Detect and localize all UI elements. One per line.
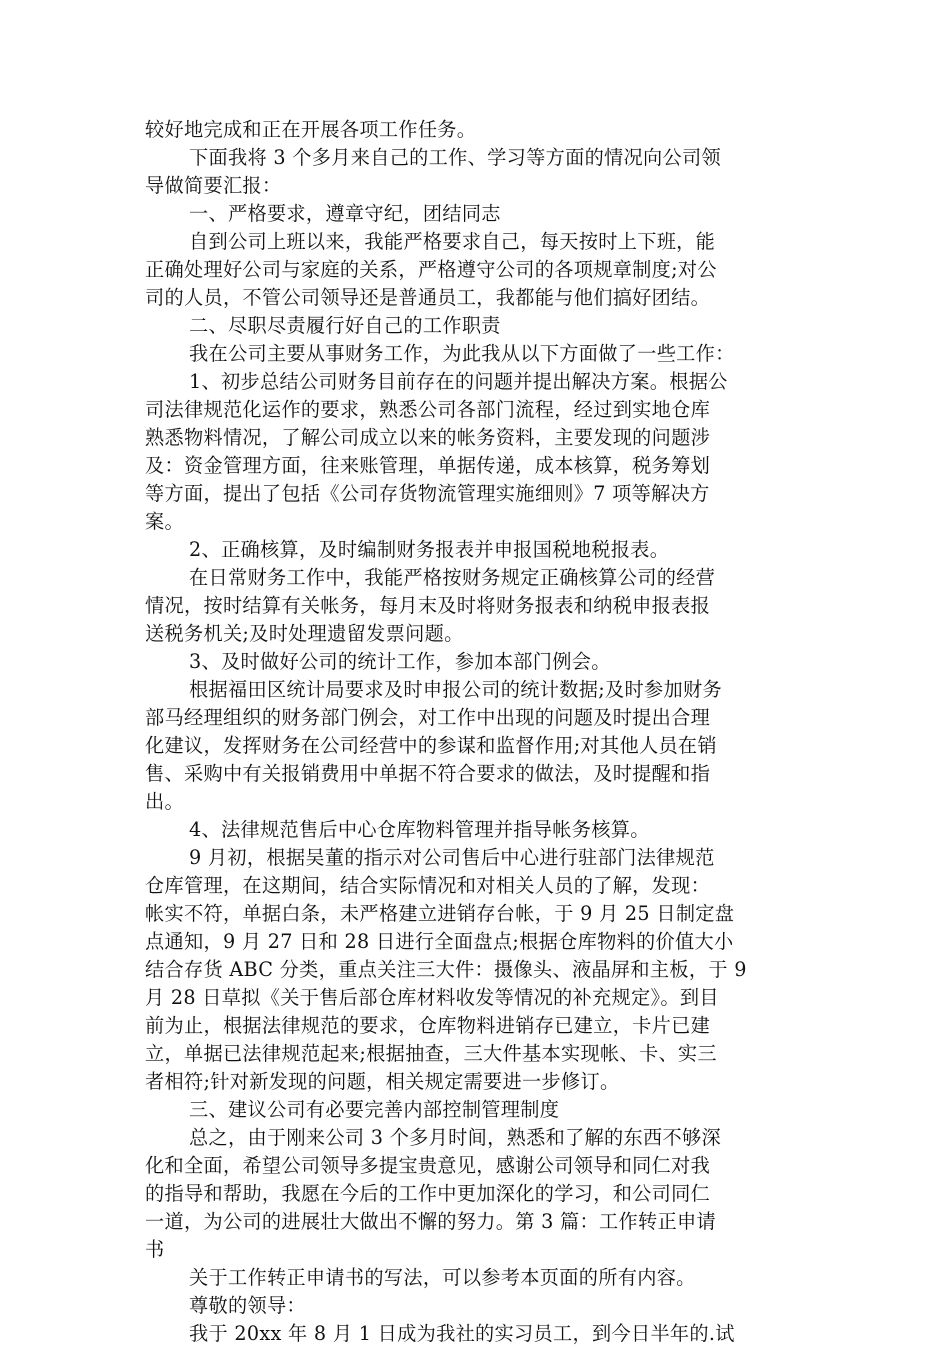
paragraph-line: 总之，由于刚来公司 3 个多月时间，熟悉和了解的东西不够深 <box>189 1126 721 1149</box>
paragraph-line: 我于 20xx 年 8 月 1 日成为我社的实习员工，到今日半年的.试 <box>189 1322 735 1345</box>
paragraph-line: 送税务机关;及时处理遗留发票问题。 <box>145 622 464 645</box>
paragraph-line: 帐实不符，单据白条，未严格建立进销存台帐，于 9 月 25 日制定盘 <box>145 902 735 925</box>
paragraph-line: 者相符;针对新发现的问题，相关规定需要进一步修订。 <box>145 1070 620 1093</box>
paragraph-line: 3、及时做好公司的统计工作，参加本部门例会。 <box>189 650 611 673</box>
paragraph-line: 仓库管理，在这期间，结合实际情况和对相关人员的了解，发现： <box>145 874 711 897</box>
paragraph-line: 情况，按时结算有关帐务，每月末及时将财务报表和纳税申报表报 <box>145 594 711 617</box>
paragraph-line: 化建议，发挥财务在公司经营中的参谋和监督作用;对其他人员在销 <box>145 734 717 757</box>
paragraph-line: 一道，为公司的进展壮大做出不懈的努力。第 3 篇：工作转正申请 <box>145 1210 716 1233</box>
section-heading: 二、尽职尽责履行好自己的工作职责 <box>189 314 501 337</box>
paragraph-line: 我在公司主要从事财务工作，为此我从以下方面做了一些工作： <box>189 342 735 365</box>
paragraph-line: 司的人员，不管公司领导还是普通员工，我都能与他们搞好团结。 <box>145 286 711 309</box>
paragraph-line: 关于工作转正申请书的写法，可以参考本页面的所有内容。 <box>189 1266 696 1289</box>
paragraph-line: 的指导和帮助，我愿在今后的工作中更加深化的学习，和公司同仁 <box>145 1182 711 1205</box>
paragraph-line: 4、法律规范售后中心仓库物料管理并指导帐务核算。 <box>189 818 650 841</box>
section-heading: 一、严格要求，遵章守纪，团结同志 <box>189 202 501 225</box>
paragraph-line: 司法律规范化运作的要求，熟悉公司各部门流程，经过到实地仓库 <box>145 398 711 421</box>
paragraph-line: 前为止，根据法律规范的要求，仓库物料进销存已建立，卡片已建 <box>145 1014 711 1037</box>
paragraph-line: 书 <box>145 1238 165 1261</box>
section-heading: 三、建议公司有必要完善内部控制管理制度 <box>189 1098 560 1121</box>
paragraph-line: 自到公司上班以来，我能严格要求自己，每天按时上下班，能 <box>189 230 716 253</box>
paragraph-line: 点通知，9 月 27 日和 28 日进行全面盘点;根据仓库物料的价值大小 <box>145 930 734 953</box>
paragraph-line: 结合存货 ABC 分类，重点关注三大件：摄像头、液晶屏和主板，于 9 <box>145 958 747 981</box>
paragraph-line: 导做简要汇报： <box>145 174 282 197</box>
paragraph-line: 1、初步总结公司财务目前存在的问题并提出解决方案。根据公 <box>189 370 728 393</box>
paragraph-line: 熟悉物料情况，了解公司成立以来的帐务资料，主要发现的问题涉 <box>145 426 711 449</box>
paragraph-line: 化和全面，希望公司领导多提宝贵意见，感谢公司领导和同仁对我 <box>145 1154 711 1177</box>
paragraph-line: 等方面，提出了包括《公司存货物流管理实施细则》7 项等解决方 <box>145 482 710 505</box>
paragraph-line: 尊敬的领导： <box>189 1294 306 1317</box>
paragraph-line: 部马经理组织的财务部门例会，对工作中出现的问题及时提出合理 <box>145 706 711 729</box>
paragraph-line: 正确处理好公司与家庭的关系，严格遵守公司的各项规章制度;对公 <box>145 258 717 281</box>
paragraph-line: 及：资金管理方面，往来账管理，单据传递，成本核算，税务筹划 <box>145 454 711 477</box>
paragraph-line: 在日常财务工作中，我能严格按财务规定正确核算公司的经营 <box>189 566 716 589</box>
paragraph-line: 根据福田区统计局要求及时申报公司的统计数据;及时参加财务 <box>189 678 722 701</box>
paragraph-line: 案。 <box>145 510 184 533</box>
paragraph-line: 售、采购中有关报销费用中单据不符合要求的做法，及时提醒和指 <box>145 762 711 785</box>
paragraph-line: 月 28 日草拟《关于售后部仓库材料收发等情况的补充规定》。到目 <box>145 986 719 1009</box>
paragraph-line: 立，单据已法律规范起来;根据抽查，三大件基本实现帐、卡、实三 <box>145 1042 717 1065</box>
paragraph-line: 出。 <box>145 790 184 813</box>
paragraph-line: 较好地完成和正在开展各项工作任务。 <box>145 118 477 141</box>
document-body <box>145 116 805 1348</box>
paragraph-line: 2、正确核算，及时编制财务报表并申报国税地税报表。 <box>189 538 670 561</box>
paragraph-line: 下面我将 3 个多月来自己的工作、学习等方面的情况向公司领 <box>189 146 721 169</box>
paragraph-line: 9 月初，根据吴董的指示对公司售后中心进行驻部门法律规范 <box>189 846 715 869</box>
